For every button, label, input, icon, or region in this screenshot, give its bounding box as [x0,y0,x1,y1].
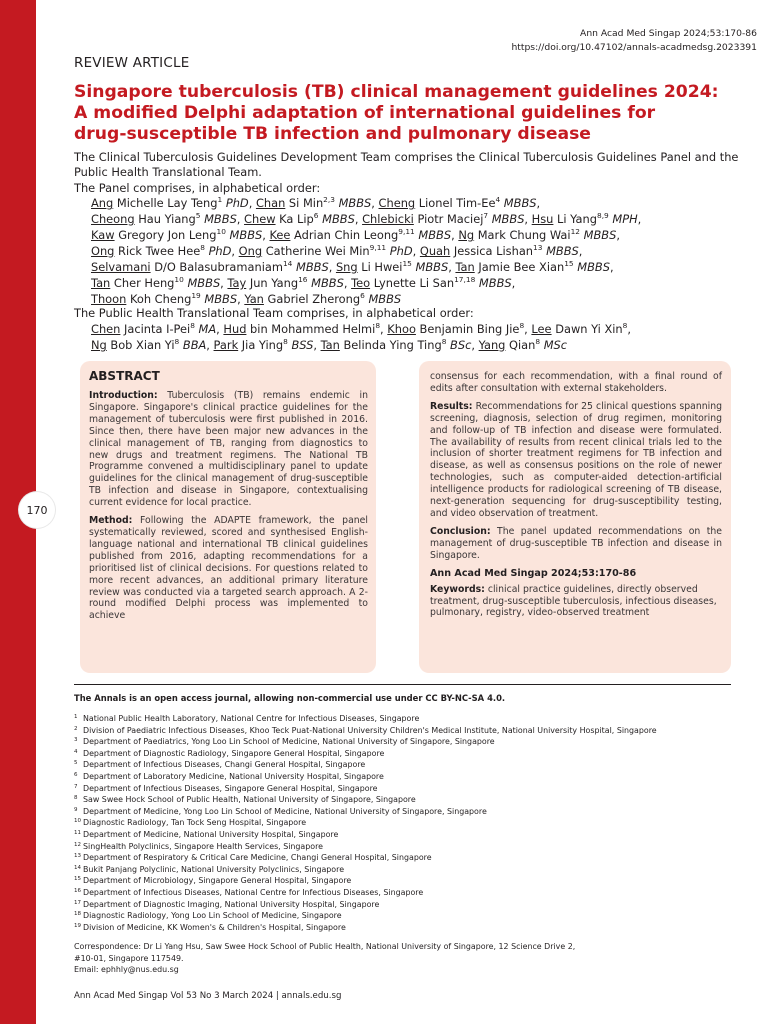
affiliation-item [74,899,734,911]
doi-link[interactable]: https://doi.org/10.47102/annals-acadmedsg.2023391 [511,42,757,53]
affiliation-list [74,713,734,933]
author-name: Khoo Benjamin Bing Jie$^8$ [387,321,525,336]
affiliation-number: 14 [282,259,293,269]
panel-member-list [91,195,751,307]
affiliation-item [74,829,734,841]
affiliation-item [74,713,734,725]
author-surname: Ng [91,338,107,352]
author-degree: BBA [182,338,207,352]
correspondence-line: Correspondence: Dr Li Yang Hsu, Saw Swee Hock School of Public Health, National University of Singapore, 12 Science Drive 2, [74,942,576,951]
author-degree: MBBS [546,244,579,258]
affiliation-number: 11 [74,829,81,836]
affiliation-number: 9 [74,806,78,813]
panel_members-line: Selvamani D/O Balasubramaniam$^{14}$ MBBS, Sng Li Hwei$^{15}$ MBBS, Tan Jamie Bee Xian$^{15}$ MBBS, [91,259,614,274]
author-surname: Ang [91,196,114,210]
affiliation-number: 19 [74,922,81,929]
results-text: Recommendations for 25 clinical questions spanning screening, diagnosis, selection of drug regimen, monitoring and follow-up of TB infection and disease were formulated. The availability of results from recent clinical trials led to the inclusion of shorter treatment regimens for TB infection and disease, as well as consensus positions on the role of newer technologies, such as computer-aided detection-artificial intelligence products for radiological screening of TB disease, next-generation sequencing for drug-susceptibility testing, and video observation of treatment. [430,400,722,519]
page-number: 170 [26,503,48,517]
affiliation-number: 8 [283,337,288,347]
author-name: Thoon Koh Cheng$^{19}$ MBBS [91,291,238,306]
pht-member-list [91,321,751,353]
author-name: Cheng Lionel Tim-Ee$^4$ MBBS [378,195,537,210]
team-description: The Clinical Tuberculosis Guidelines Development Team comprises the Clinical Tuberculosis Guidelines Panel and the Public Health Translational Team. [74,150,739,179]
affiliation-text: Diagnostic Radiology, Tan Tock Seng Hospital, Singapore [83,818,307,828]
section-label: REVIEW ARTICLE [74,55,190,71]
affiliation-text: Bukit Panjang Polyclinic, National University Polyclinics, Singapore [83,864,345,874]
introduction-text: Tuberculosis (TB) remains endemic in Singapore. Singapore's clinical practice guidelines for the management of tuberculosis were first published in 2016. Since then, there have been major new advances in the clinical management of TB, ranging from diagnostics to new drugs and treatment regimens. The National TB Programme convened a multidisciplinary panel to update guidelines for the clinical management of drug-susceptible TB infection and disease in Singapore, contextualising current evidence for local practice. [89,390,368,509]
author-name: Chan Si Min$^{2,3}$ MBBS [255,195,372,210]
author-degree: MBBS [415,260,449,274]
affiliation-number: 13 [533,243,543,253]
affiliation-item [74,759,734,771]
affiliation-number: 8 [519,321,525,331]
author-degree: MBBS [368,292,402,306]
author-name: Tan Cher Heng$^{10}$ MBBS [91,275,221,290]
affiliation-number: 10 [174,275,184,285]
affiliation-item [74,748,734,760]
affiliation-number: 8 [375,321,381,331]
affiliation-number: 1 [217,195,223,205]
affiliation-number: 16 [74,887,81,894]
author-surname: Teo [351,276,371,290]
title-line: A modified Delphi adaptation of international guidelines for [74,103,656,123]
open-access-note: The Annals is an open access journal, allowing non-commercial use under CC BY-NC-SA 4.0. [74,693,506,703]
author-surname: Tan [455,260,475,274]
affiliation-text: Saw Swee Hock School of Public Health, National University of Singapore, Singapore [83,795,416,805]
affiliation-text: National Public Health Laboratory, National Centre for Infectious Diseases, Singapore [83,714,420,723]
panel_members-line: Ang Michelle Lay Teng$^1$ PhD, Chan Si Min$^{2,3}$ MBBS, Cheng Lionel Tim-Ee$^4$ MBBS, [91,195,541,210]
affiliation-number: 8 [441,337,447,347]
panel_members-line: Tan Cher Heng$^{10}$ MBBS, Tay Jun Yang$^{16}$ MBBS, Teo Lynette Li San$^{17,18}$ MBBS, [91,275,516,290]
method-text: Following the ADAPTE framework, the panel systematically reviewed, scored and synthesised English-language national and international TB clinical guidelines published from 2016, adapting recommendations for a prioritised list of clinical decisions. For questions related to more recent advances, an additional primary literature review was conducted via a targeted search approach. A 2-round modified Delphi process was implemented to achieve [89,515,368,622]
author-degree: MBBS [322,212,355,226]
correspondence-line: #10-01, Singapore 117549. [74,953,184,963]
affiliation-number: 15 [564,259,574,269]
affiliation-text: Department of Diagnostic Radiology, Singapore General Hospital, Singapore [83,748,385,758]
pht_members-line: Chen Jacinta I-Pei$^8$ MA, Hud bin Mohammed Helmi$^8$, Khoo Benjamin Bing Jie$^8$, Lee Dawn Yi Xin$^8$, [91,321,631,336]
author-name: Tan Jamie Bee Xian$^{15}$ MBBS [455,259,610,274]
abstract-citation: Ann Acad Med Singap 2024;53:170-86 [430,567,637,579]
author-degree: MBBS [338,196,372,210]
correspondence-email[interactable]: Email: ephhly@nus.edu.sg [74,965,179,975]
abstract-right-column [419,361,731,673]
author-name: Chew Ka Lip$^6$ MBBS [244,211,355,226]
author-surname: Thoon [91,292,127,306]
panel_members-line: Ong Rick Twee Hee$^8$ PhD, Ong Catherine Wei Min$^{9,11}$ PhD, Quah Jessica Lishan$^{13}$ MBBS, [91,243,583,258]
author-degree: BSS [291,338,314,352]
abstract-introduction [89,390,368,509]
author-surname: Sng [335,260,358,274]
author-name: Quah Jessica Lishan$^{13}$ MBBS [419,243,579,258]
author-name: Chlebicki Piotr Maciej$^7$ MBBS [362,211,525,226]
author-surname: Park [213,338,239,352]
affiliation-text: Department of Medicine, Yong Loo Lin School of Medicine, National University of Singapore, Singapore [83,806,487,816]
affiliation-number: 15 [402,259,412,269]
author-name: Ang Michelle Lay Teng$^1$ PhD [91,195,249,210]
author-degree: MBBS [503,196,537,210]
author-surname: Quah [419,244,451,258]
author-name: Park Jia Ying$^8$ BSS [213,337,314,352]
affiliation-text: SingHealth Polyclinics, Singapore Health Services, Singapore [83,841,324,851]
affiliation-number: 6 [313,211,319,221]
affiliation-text: Division of Medicine, KK Women's & Children's Hospital, Singapore [83,922,346,932]
affiliation-number: 8 [200,243,205,253]
affiliation-item [74,817,734,829]
affiliation-number: 13 [74,853,81,860]
affiliation-text: Division of Paediatric Infectious Diseases, Khoo Teck Puat-National University Children's Medical Institute, National University Hospital, Singapore [83,725,657,735]
author-degree: MA [198,322,217,336]
affiliation-number: 8 [535,337,541,347]
abstract-results [430,401,722,520]
affiliation-number: 10 [74,818,81,825]
affiliation-text: Department of Respiratory & Critical Care Medicine, Changi General Hospital, Singapore [83,853,432,863]
author-surname: Kaw [91,228,115,242]
affiliation-text: Department of Laboratory Medicine, National University Hospital, Singapore [83,771,384,781]
author-surname: Cheng [378,196,416,210]
author-name: Hud bin Mohammed Helmi$^8$ [223,321,381,336]
affiliation-number: 16 [298,275,308,285]
affiliation-number: 2 [74,725,78,732]
affiliation-number: 6 [74,771,78,778]
affiliation-number: 10 [216,227,226,237]
affiliation-text: Department of Microbiology, Singapore General Hospital, Singapore [83,876,352,886]
affiliation-text: Department of Infectious Diseases, National Centre for Infectious Diseases, Singapore [83,887,424,897]
affiliation-number: 1 [74,714,78,720]
author-degree: MBBS [491,212,525,226]
pht_members-line: Ng Bob Xian Yi$^8$ BBA, Park Jia Ying$^8$ BSS, Tan Belinda Ying Ting$^8$ BSc, Yang Qian$^8$ MSc [91,337,568,352]
affiliation-number: 17,18 [454,275,476,285]
abstract-left-column [80,361,376,673]
author-name: Ong Rick Twee Hee$^8$ PhD [91,243,232,258]
page-number-badge [19,492,55,528]
author-name: Chen Jacinta I-Pei$^8$ MA [91,321,217,336]
author-name: Kaw Gregory Jon Leng$^{10}$ MBBS [91,227,263,242]
author-surname: Hsu [531,212,554,226]
author-surname: Chew [244,212,276,226]
author-surname: Khoo [387,322,416,336]
author-name: Kee Adrian Chin Leong$^{9,11}$ MBBS [269,227,452,242]
author-degree: PhD [208,244,232,258]
author-name: Yang Qian$^8$ MSc [478,337,568,352]
author-name: Lee Dawn Yi Xin$^8$ [531,321,628,336]
affiliation-number: 19 [191,291,201,301]
abstract-heading: ABSTRACT [89,369,160,383]
affiliation-text: Department of Diagnostic Imaging, National University Hospital, Singapore [83,899,380,909]
affiliation-number: 8 [74,795,78,802]
affiliation-item [74,910,734,922]
abstract-keywords [430,584,722,620]
abstract-method-continued: consensus for each recommendation, with a final round of edits after consultation with external stakeholders. [430,371,722,394]
affiliation-item [74,794,734,806]
author-degree: MBBS [296,260,329,274]
author-surname: Chan [255,196,286,210]
author-surname: Chlebicki [362,212,414,226]
affiliation-number: 12 [74,841,81,848]
affiliation-number: 8 [190,321,195,331]
affiliation-item [74,771,734,783]
author-degree: MBBS [583,228,617,242]
method-label: Method: [89,515,133,527]
author-surname: Kee [269,228,291,242]
affiliation-number: 7 [74,783,78,790]
affiliation-number: 2,3 [323,195,335,205]
panel_members-line: Cheong Hau Yiang$^5$ MBBS, Chew Ka Lip$^6$ MBBS, Chlebicki Piotr Maciej$^7$ MBBS, Hsu Li Yang$^{8,9}$ MPH, [91,211,642,226]
section-divider [74,684,731,685]
abstract-conclusion [430,526,722,562]
author-name: Sng Li Hwei$^{15}$ MBBS [335,259,449,274]
affiliation-text: Department of Paediatrics, Yong Loo Lin School of Medicine, National University of Singapore, Singapore [83,737,495,747]
affiliation-item [74,864,734,876]
affiliation-text: Department of Infectious Diseases, Changi General Hospital, Singapore [83,760,366,770]
author-surname: Lee [531,322,552,336]
author-name: Teo Lynette Li San$^{17,18}$ MBBS [351,275,512,290]
abstract-method [89,515,368,622]
author-surname: Ng [458,228,475,242]
author-degree: MBBS [418,228,452,242]
author-degree: MSc [543,338,568,352]
affiliation-number: 8,9 [596,211,609,221]
affiliation-item [74,875,734,887]
affiliation-item [74,806,734,818]
author-degree: PhD [389,244,413,258]
affiliation-number: 4 [495,195,501,205]
panel_members-line: Thoon Koh Cheng$^{19}$ MBBS, Yan Gabriel Zherong$^6$ MBBS [91,291,402,306]
introduction-label: Introduction: [89,390,158,401]
affiliation-item [74,841,734,853]
keywords-label: Keywords: [430,583,485,595]
affiliation-number: 4 [74,748,78,755]
author-degree: MBBS [577,260,610,274]
author-degree: BSc [450,338,472,352]
panel_members-line: Kaw Gregory Jon Leng$^{10}$ MBBS, Kee Adrian Chin Leong$^{9,11}$ MBBS, Ng Mark Chung Wai$^{12}$ MBBS, [91,227,620,242]
author-surname: Cheong [91,212,135,226]
pht-intro: The Public Health Translational Team comprises, in alphabetical order: [74,306,474,320]
author-degree: PhD [225,196,249,210]
author-name: Selvamani D/O Balasubramaniam$^{14}$ MBBS [91,259,329,274]
affiliation-text: Diagnostic Radiology, Yong Loo Lin School of Medicine, Singapore [83,911,342,921]
affiliation-number: 5 [74,760,78,767]
article-title [74,82,734,145]
author-name: Cheong Hau Yiang$^5$ MBBS [91,211,237,226]
affiliation-number: 8 [174,337,180,347]
affiliation-text: Department of Infectious Diseases, Singapore General Hospital, Singapore [83,783,378,793]
affiliation-item [74,922,734,934]
author-degree: MBBS [204,212,237,226]
title-line: Singapore tuberculosis (TB) clinical management guidelines 2024: [74,82,719,102]
author-degree: MBBS [478,276,512,290]
author-surname: Tan [320,338,340,352]
correspondence [74,941,734,976]
title-line: drug-susceptible TB infection and pulmonary disease [74,124,591,144]
results-label: Results: [430,400,473,412]
author-surname: Yan [244,292,264,306]
affiliation-number: 5 [195,211,201,221]
author-name: Ng Bob Xian Yi$^8$ BBA [91,337,207,352]
affiliation-number: 9,11 [398,227,415,237]
affiliation-number: 18 [74,911,81,918]
affiliation-number: 7 [483,211,489,221]
affiliation-text: Department of Medicine, National University Hospital, Singapore [83,829,339,839]
affiliation-number: 14 [74,864,81,871]
affiliation-number: 17 [74,899,81,906]
conclusion-label: Conclusion: [430,525,491,537]
author-name: Ng Mark Chung Wai$^{12}$ MBBS [458,227,617,242]
author-name: Hsu Li Yang$^{8,9}$ MPH [531,211,638,226]
author-degree: MBBS [311,276,344,290]
affiliation-number: 12 [570,227,581,237]
author-name: Yan Gabriel Zherong$^6$ MBBS [244,291,402,306]
affiliation-number: 8 [622,321,628,331]
keywords-text: clinical practice guidelines, directly observed treatment, drug-susceptible tuberculosis, infectious diseases, pulmonary, registry, video-observed treatment [430,583,717,619]
affiliation-item [74,852,734,864]
affiliation-item [74,783,734,795]
author-degree: MPH [612,212,638,226]
author-surname: Yang [478,338,506,352]
affiliation-item [74,736,734,748]
author-surname: Ong [91,244,115,258]
author-degree: MBBS [229,228,263,242]
conclusion-text: The panel updated recommendations on the management of drug-susceptible TB infection and disease in Singapore. [430,525,722,561]
author-name: Ong Catherine Wei Min$^{9,11}$ PhD [238,243,413,258]
journal-reference [511,27,757,55]
panel-intro: The Panel comprises, in alphabetical order: [74,181,321,195]
affiliation-number: 3 [74,737,78,744]
author-name: Tay Jun Yang$^{16}$ MBBS [227,275,344,290]
author-surname: Chen [91,322,121,336]
affiliation-number: 6 [360,291,365,301]
author-surname: Ong [238,244,263,258]
author-surname: Selvamani [91,260,151,274]
affiliation-item [74,887,734,899]
affiliation-number: 9,11 [369,243,387,253]
author-degree: MBBS [187,276,221,290]
author-name: Tan Belinda Ying Ting$^8$ BSc [320,337,472,352]
journal-citation: Ann Acad Med Singap 2024;53:170-86 [580,28,757,39]
affiliation-number: 15 [74,876,81,883]
author-surname: Hud [223,322,247,336]
author-degree: MBBS [204,292,238,306]
author-surname: Tay [227,276,247,290]
author-surname: Tan [91,276,111,290]
affiliation-item [74,725,734,737]
page-footer: Ann Acad Med Singap Vol 53 No 3 March 2024 | annals.edu.sg [74,991,342,1001]
